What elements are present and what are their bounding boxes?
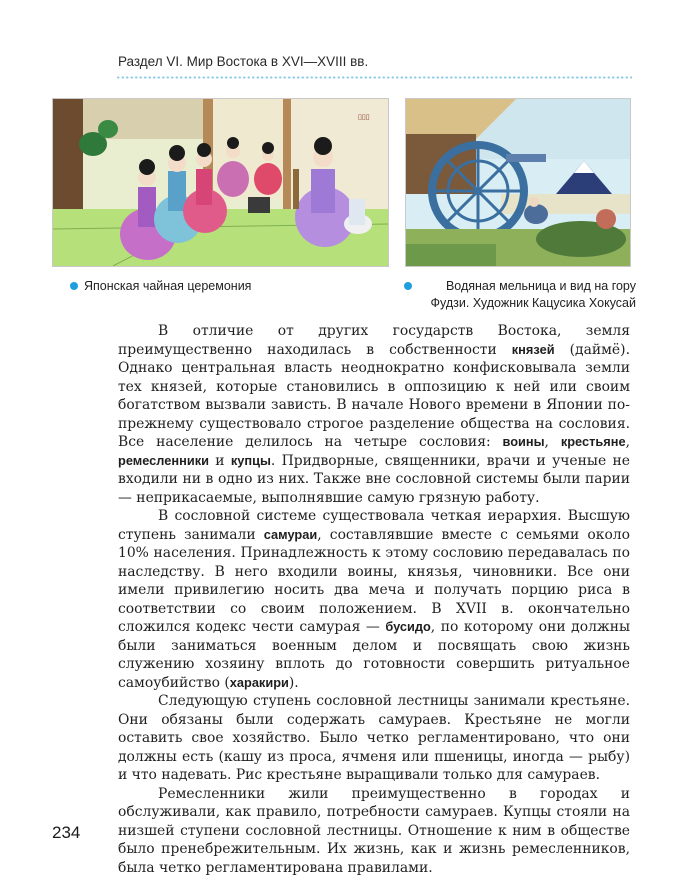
header-dotted-divider — [116, 76, 632, 79]
paragraph: В отличие от других государств Востока, земля преимущественно находилась в собственности князей (даймё). Однако центральная власть неоднократно конфисковывала земли тех князей, которые становились в оппозицию к ней или своим богатством вызвали зависть. В начале Нового времени в Японии по-прежнему существовало строгое разделение общества на сословия. Все население делилось на четыре сословия: воины, крестьяне, ремесленники и купцы. Придворные, священники, врачи и ученые не входили ни в одно из них. Также вне сословной системы были парии — неприкасаемые, выполнявшие самую грязную работу. — [118, 323, 630, 506]
caption-line: Водяная мельница и вид на гору — [445, 279, 636, 293]
hokusai-watermill-illustration — [405, 98, 631, 267]
key-term: воины — [502, 434, 545, 449]
paragraph: Следующую ступень сословной лестницы занимали крестьяне. Они обязаны были содержать самураев. Крестьяне не могли оставить свое хозяйство. Было четко регламентировано, что они должны есть (кашу из проса, ячменя или пшеницы, иногда — рыбу) и что надевать. Рис крестьяне выращивали только для самураев. — [118, 693, 630, 783]
figure-caption-tea-ceremony: Японская чайная церемония — [84, 279, 252, 293]
key-term: князей — [511, 341, 555, 357]
key-term: самураи — [263, 526, 318, 542]
key-term: ремесленники — [118, 452, 209, 468]
caption-bullet-icon — [70, 282, 78, 290]
section-header: Раздел VI. Мир Востока в XVI—XVIII вв. — [118, 54, 369, 69]
key-term: купцы — [230, 452, 271, 468]
body-text — [118, 322, 630, 877]
key-term: харакири — [229, 674, 289, 690]
figure-caption-watermill — [416, 278, 636, 312]
page-number: 234 — [52, 823, 81, 842]
svg-text:▯▯▯: ▯▯▯ — [358, 113, 370, 121]
paragraph: В сословной системе существовала четкая иерархия. Высшую ступень занимали самураи, составлявшие вместе с семьями около 10% населения. Принадлежность к этому сословию передавалась по наследству. В него входили воины, князья, чиновники. Все они имели привилегию носить два меча и получать порцию риса в соответствии со своим положением. В XVII в. окончательно сложился кодекс чести самурая — бусидо, по которому они должны были заниматься военным делом и посвящать свою жизнь служению хозяину вплоть до готовности совершить ритуальное самоубийство (харакири). — [118, 508, 631, 691]
caption-line: Фудзи. Художник Кацусика Хокусай — [430, 296, 636, 310]
caption-bullet-icon — [404, 282, 412, 290]
tea-ceremony-illustration — [52, 98, 389, 267]
paragraph: Ремесленники жили преимущественно в городах и обслуживали, как правило, потребности самураев. Купцы стояли на низшей ступени сословной лестницы. Отношение к ним в обществе было пренебрежительным. Их жизнь, как и жизнь ремесленников, была четко регламентирована правилами. — [118, 785, 630, 876]
key-term: крестьяне — [560, 434, 626, 449]
key-term: бусидо — [385, 619, 431, 634]
